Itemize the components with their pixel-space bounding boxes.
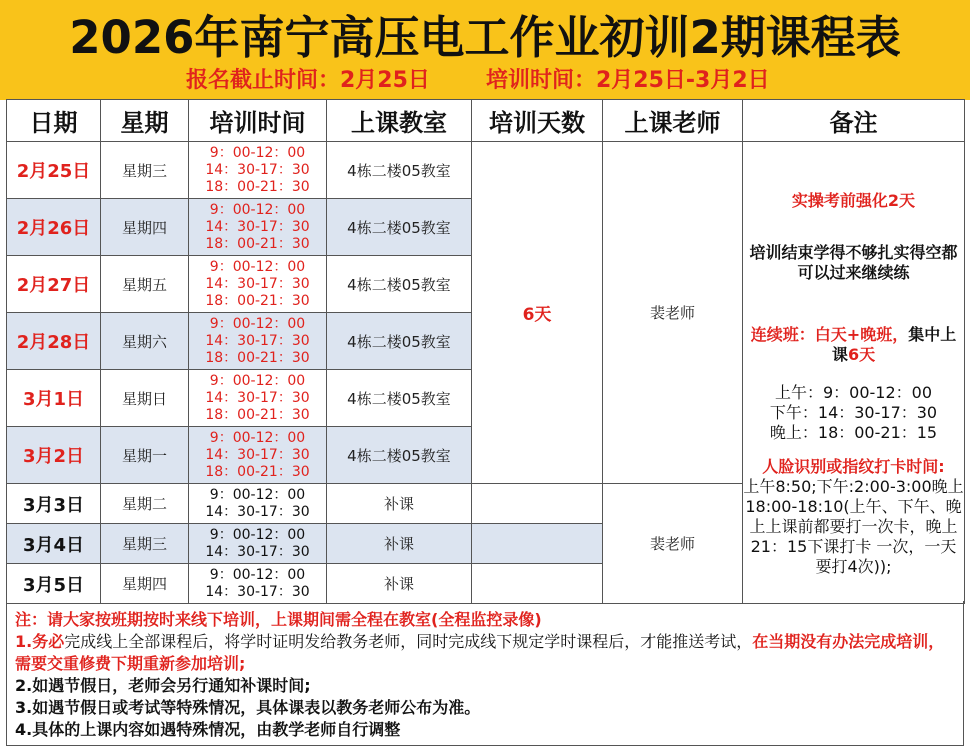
weekday-cell: 星期二 xyxy=(101,484,189,524)
room-cell: 4栋二楼05教室 xyxy=(327,199,472,256)
time-cell xyxy=(189,427,327,484)
date-cell: 2月26日 xyxy=(7,199,101,256)
time-cell xyxy=(189,370,327,427)
col-teacher: 上课老师 xyxy=(603,100,743,142)
footer-notice: 注：请大家按班期按时来线下培训，上课期间需全程在教室(全程监控录像) xyxy=(15,610,542,629)
notes-cell xyxy=(743,142,965,604)
room-cell: 4栋二楼05教室 xyxy=(327,256,472,313)
header-row xyxy=(7,100,965,142)
weekday-cell: 星期六 xyxy=(101,313,189,370)
training-period: 培训时间：2月25日-3月2日 xyxy=(486,68,770,93)
note-practice: 实操考前强化2天 xyxy=(791,190,916,210)
room-cell: 4栋二楼05教室 xyxy=(327,313,472,370)
time-afternoon: 14：30-17：30 xyxy=(205,583,310,600)
date-cell: 3月5日 xyxy=(7,564,101,604)
time-cell xyxy=(189,256,327,313)
note-evening: 晚上：18：00-21：15 xyxy=(769,422,938,442)
footer-notes xyxy=(6,601,964,746)
training-days-cell: 6天 xyxy=(472,142,603,484)
note-continuous-class: 连续班：白天+晚班，集中上课6天 xyxy=(750,324,957,364)
time-cell xyxy=(189,199,327,256)
time-morning: 9：00-12：00 xyxy=(209,201,306,218)
room-cell: 4栋二楼05教室 xyxy=(327,142,472,199)
teacher-cell: 裴老师 xyxy=(603,142,743,484)
training-days-empty xyxy=(472,564,603,604)
training-days-empty xyxy=(472,524,603,564)
weekday-cell: 星期四 xyxy=(101,564,189,604)
time-morning: 9：00-12：00 xyxy=(209,315,306,332)
time-morning: 9：00-12：00 xyxy=(209,486,306,503)
time-evening: 18：00-21：30 xyxy=(205,235,310,252)
footer-item-1: 1.务必完成线上全部课程后，将学时证明发给教务老师，同时完成线下规定学时课程后，才能推送考试，在当期没有办法完成培训，需要交重修费下期重新参加培训; xyxy=(15,632,945,673)
time-morning: 9：00-12：00 xyxy=(209,429,306,446)
date-cell: 2月25日 xyxy=(7,142,101,199)
table-row xyxy=(7,142,965,199)
date-cell: 2月27日 xyxy=(7,256,101,313)
time-evening: 18：00-21：30 xyxy=(205,292,310,309)
page-title: 2026年南宁高压电工作业初训2期课程表 xyxy=(69,11,901,64)
note-morning: 上午：9：00-12：00 xyxy=(774,382,933,402)
weekday-cell: 星期五 xyxy=(101,256,189,313)
weekday-cell: 星期四 xyxy=(101,199,189,256)
time-cell xyxy=(189,313,327,370)
time-afternoon: 14：30-17：30 xyxy=(205,275,310,292)
teacher-cell: 裴老师 xyxy=(603,484,743,604)
time-evening: 18：00-21：30 xyxy=(205,178,310,195)
col-days: 培训天数 xyxy=(472,100,603,142)
time-cell xyxy=(189,564,327,604)
training-days-empty xyxy=(472,484,603,524)
time-morning: 9：00-12：00 xyxy=(209,372,306,389)
weekday-cell: 星期三 xyxy=(101,524,189,564)
room-cell: 补课 xyxy=(327,484,472,524)
col-notes: 备注 xyxy=(743,100,965,142)
time-evening: 18：00-21：30 xyxy=(205,349,310,366)
time-afternoon: 14：30-17：30 xyxy=(205,543,310,560)
date-cell: 3月4日 xyxy=(7,524,101,564)
weekday-cell: 星期一 xyxy=(101,427,189,484)
note-checkin-title: 人脸识别或指纹打卡时间: xyxy=(762,456,945,476)
col-weekday: 星期 xyxy=(101,100,189,142)
date-cell: 3月2日 xyxy=(7,427,101,484)
footer-item-4: 4.具体的上课内容如遇特殊情况，由教学老师自行调整 xyxy=(15,720,401,739)
col-time: 培训时间 xyxy=(189,100,327,142)
weekday-cell: 星期日 xyxy=(101,370,189,427)
note-checkin-detail: 上午8:50;下午:2:00-3:00晚上18:00-18:10(上午、下午、晚上上课前都要打一次卡，晚上21：15下课打卡 一次，一天要打4次)); xyxy=(743,476,964,576)
footer-item-3: 3.如遇节假日或考试等特殊情况，具体课表以教务老师公布为准。 xyxy=(15,698,481,717)
time-morning: 9：00-12：00 xyxy=(209,258,306,275)
time-afternoon: 14：30-17：30 xyxy=(205,503,310,520)
time-cell xyxy=(189,142,327,199)
room-cell: 4栋二楼05教室 xyxy=(327,370,472,427)
time-afternoon: 14：30-17：30 xyxy=(205,218,310,235)
footer-item-2: 2.如遇节假日，老师会另行通知补课时间; xyxy=(15,676,311,695)
weekday-cell: 星期三 xyxy=(101,142,189,199)
time-afternoon: 14：30-17：30 xyxy=(205,389,310,406)
room-cell: 补课 xyxy=(327,524,472,564)
time-afternoon: 14：30-17：30 xyxy=(205,161,310,178)
col-date: 日期 xyxy=(7,100,101,142)
room-cell: 4栋二楼05教室 xyxy=(327,427,472,484)
schedule-table xyxy=(6,99,965,604)
date-cell: 2月28日 xyxy=(7,313,101,370)
date-cell: 3月1日 xyxy=(7,370,101,427)
time-cell xyxy=(189,484,327,524)
time-evening: 18：00-21：30 xyxy=(205,406,310,423)
registration-deadline: 报名截止时间：2月25日 xyxy=(186,68,430,93)
time-morning: 9：00-12：00 xyxy=(209,144,306,161)
header-banner xyxy=(0,0,970,100)
time-afternoon: 14：30-17：30 xyxy=(205,446,310,463)
time-morning: 9：00-12：00 xyxy=(209,526,306,543)
note-continue-practice: 培训结束学得不够扎实得空都可以过来继续练 xyxy=(749,242,958,282)
col-room: 上课教室 xyxy=(327,100,472,142)
note-afternoon: 下午：14：30-17：30 xyxy=(769,402,938,422)
time-afternoon: 14：30-17：30 xyxy=(205,332,310,349)
time-evening: 18：00-21：30 xyxy=(205,463,310,480)
date-cell: 3月3日 xyxy=(7,484,101,524)
time-cell xyxy=(189,524,327,564)
room-cell: 补课 xyxy=(327,564,472,604)
time-morning: 9：00-12：00 xyxy=(209,566,306,583)
